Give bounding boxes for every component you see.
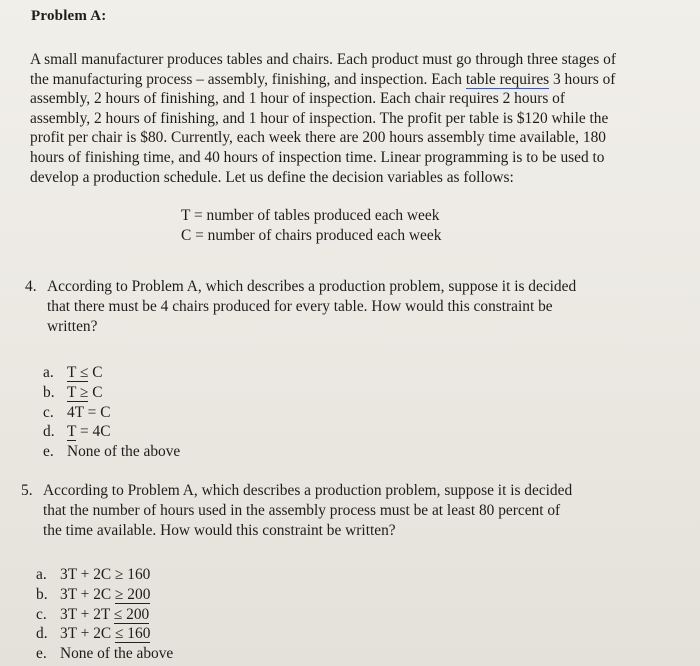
option-a[interactable]: a. T ≤ C [43, 364, 103, 381]
question-text: the time available. How would this constraint be written? [43, 522, 396, 539]
question-number: 4. [25, 278, 37, 295]
definition-c: C = number of chairs produced each week [181, 227, 442, 244]
option-d[interactable]: d. 3T + 2C ≤ 160 [36, 625, 151, 643]
paragraph-line: A small manufacturer produces tables and chairs. Each product must go through three stages of [30, 51, 616, 68]
question-text: According to Problem A, which describes a production problem, suppose it is decided [43, 482, 573, 499]
question-4-options [43, 363, 180, 462]
question-5 [21, 481, 572, 541]
paragraph-line: develop a production schedule. Let us define the decision variables as follows: [30, 168, 514, 186]
option-c[interactable]: c. 4T = C [43, 403, 111, 421]
option-b[interactable]: b. 3T + 2C ≥ 200 [36, 585, 151, 603]
option-e[interactable]: e. None of the above [43, 443, 181, 461]
option-d[interactable]: d. T = 4C [43, 423, 111, 441]
variable-definitions [181, 206, 441, 246]
problem-title: Problem A: [31, 8, 107, 24]
problem-paragraph [30, 50, 692, 187]
question-text: written? [47, 318, 98, 335]
option-e[interactable]: e. None of the above [36, 645, 174, 663]
question-5-options [36, 565, 173, 664]
question-4 [25, 277, 576, 337]
question-text: that there must be 4 chairs produced for every table. How would this constraint be [47, 298, 553, 315]
question-text: According to Problem A, which describes a production problem, suppose it is decided [47, 278, 577, 295]
paragraph-line: assembly, 2 hours of finishing, and 1 hour of inspection. The profit per table is $120 while the [30, 109, 609, 127]
paragraph-line: profit per chair is $80. Currently, each week there are 200 hours assembly time available, 180 [30, 129, 606, 147]
table-requires-link[interactable]: table requires [465, 70, 550, 88]
option-a[interactable]: a. 3T + 2C ≥ 160 [36, 566, 151, 583]
question-number: 5. [21, 482, 33, 499]
paragraph-line: the manufacturing process – assembly, finishing, and inspection. Each table requires 3 hours of [30, 70, 616, 88]
option-b[interactable]: b. T ≥ C [43, 383, 103, 401]
paragraph-line: assembly, 2 hours of finishing, and 1 hour of inspection. Each chair requires 2 hours of [30, 90, 565, 108]
question-text: that the number of hours used in the assembly process must be at least 80 percent of [43, 502, 561, 519]
paragraph-line: hours of finishing time, and 40 hours of inspection time. Linear programming is to be used to [30, 148, 605, 166]
definition-t: T = number of tables produced each week [181, 207, 440, 224]
option-c[interactable]: c. 3T + 2T ≤ 200 [36, 605, 150, 623]
